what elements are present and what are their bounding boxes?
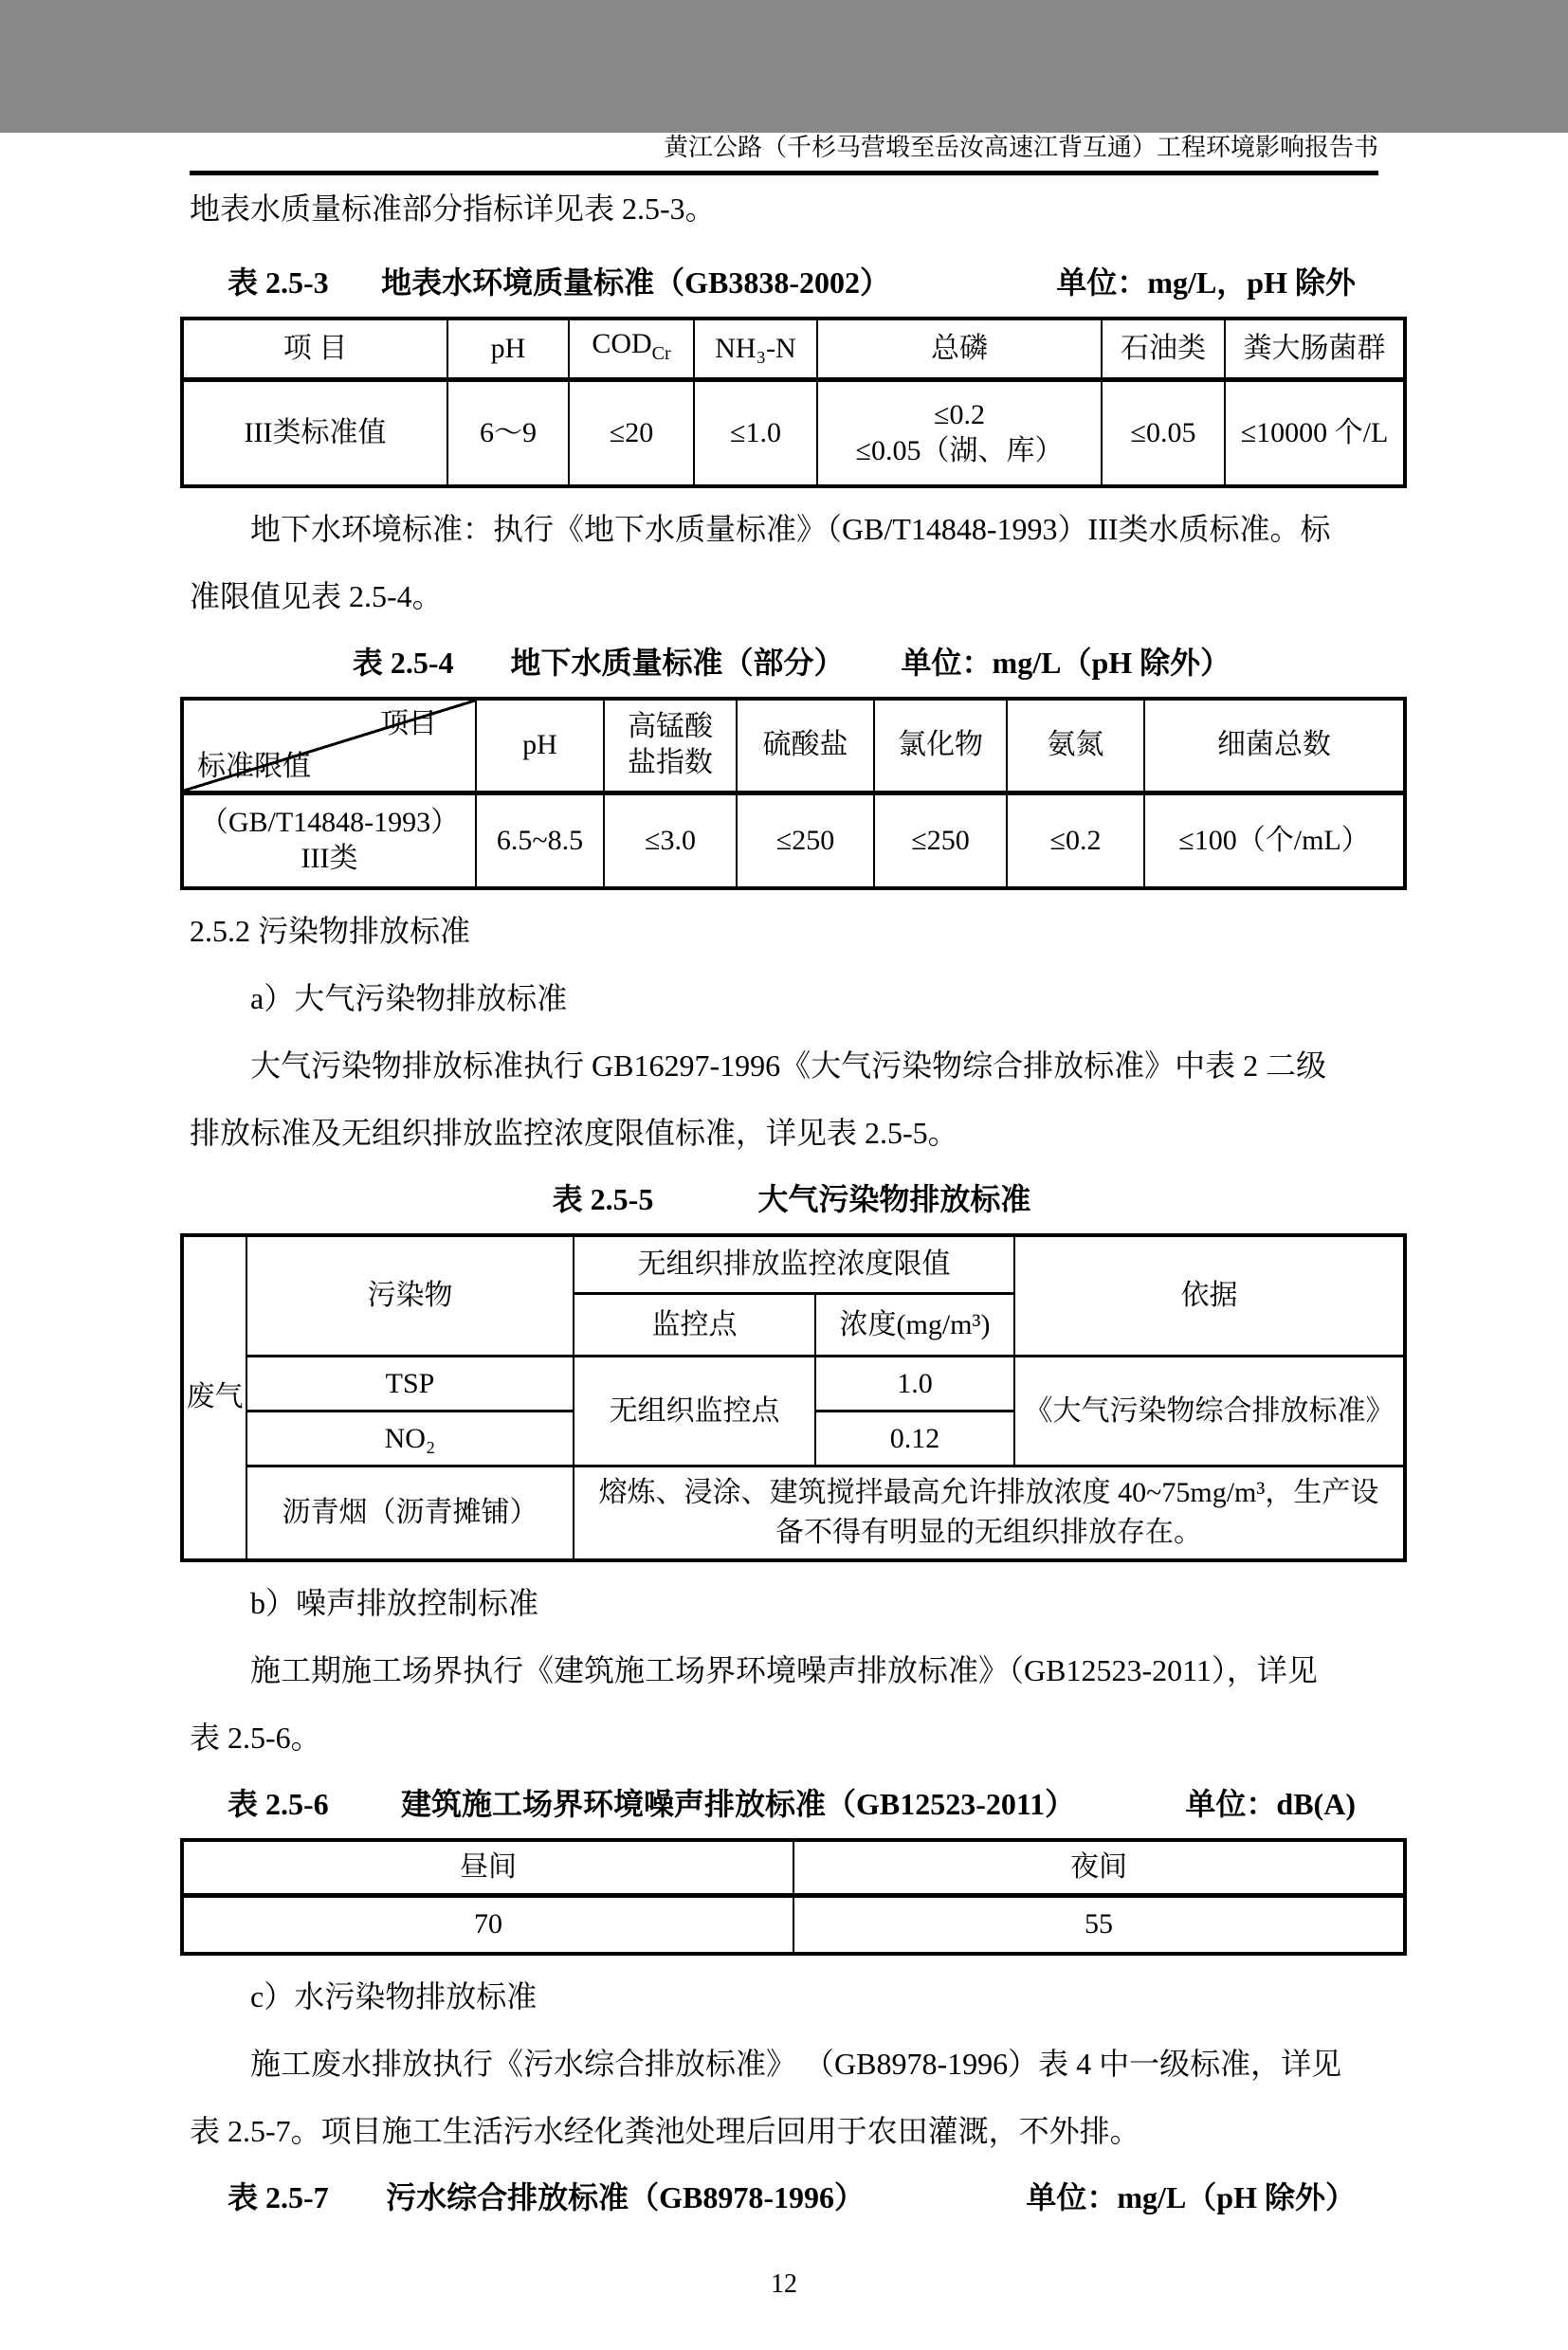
table-254-caption-unit: 单位：mg/L（pH 除外） [901, 645, 1231, 680]
col-item: 项 目 [182, 319, 447, 380]
cell-sulfate-value: ≤250 [737, 793, 874, 888]
col-cod [569, 319, 694, 380]
heading-c: c）水污染物排放标准 [250, 1979, 538, 2013]
table-255-caption-label: 表 2.5-5 [552, 1181, 654, 1216]
table-254-caption-title: 地下水质量标准（部分） [510, 645, 845, 680]
col-sulfate: 硫酸盐 [737, 699, 874, 793]
col-basis: 依据 [1014, 1235, 1405, 1357]
table-255-asphalt-row [182, 1466, 1405, 1561]
standard-name-line1: （GB/T14848-1993） [199, 806, 460, 838]
col-fugitive-limit: 无组织排放监控浓度限值 [574, 1235, 1014, 1294]
table-255-caption-title: 大气污染物排放标准 [757, 1181, 1031, 1216]
table-254-caption [228, 636, 1356, 689]
cell-tsp-conc: 1.0 [815, 1357, 1014, 1412]
standard-name-line2: III类 [301, 842, 358, 874]
cell-permanganate-value: ≤3.0 [604, 793, 737, 888]
table-256-data-row [182, 1895, 1405, 1954]
table-256-header-row [182, 1840, 1405, 1895]
cell-ph-value: 6～9 [447, 380, 569, 486]
corner-top-label: 项目 [380, 707, 437, 739]
heading-b: b）噪声排放控制标准 [250, 1586, 539, 1620]
table-257-caption-title: 污水综合排放标准（GB8978-1996） [386, 2180, 865, 2214]
paragraph-p5-line1: 施工废水排放执行《污水综合排放标准》 （GB8978-1996）表 4 中一级标准，详见 [250, 2047, 1342, 2081]
col-chloride: 氯化物 [874, 699, 1007, 793]
document-page [0, 133, 1568, 2350]
cell-daytime-value: 70 [182, 1895, 793, 1954]
cell-tsp: TSP [246, 1357, 574, 1412]
heading-252: 2.5.2 污染物排放标准 [190, 913, 471, 948]
col-daytime: 昼间 [182, 1840, 793, 1895]
table-255-caption [228, 1173, 1356, 1226]
tp-line1: ≤0.2 [934, 398, 985, 430]
table-255-header-row1 [182, 1235, 1405, 1294]
col-total-phosphorus: 总磷 [817, 319, 1102, 380]
col-petroleum: 石油类 [1102, 319, 1225, 380]
table-254-caption-label: 表 2.5-4 [352, 645, 454, 680]
cell-bacteria-value: ≤100（个/mL） [1144, 793, 1405, 888]
cell-no2-conc: 0.12 [815, 1412, 1014, 1466]
cell-basis-value: 《大气污染物综合排放标准》 [1014, 1357, 1405, 1466]
cell-nighttime-value: 55 [793, 1895, 1405, 1954]
table-254-groundwater [180, 697, 1407, 890]
tp-line2: ≤0.05（湖、库） [855, 434, 1064, 466]
corner-bottom-label: 标准限值 [197, 751, 311, 782]
paragraph-p3-line1: 大气污染物排放标准执行 GB16297-1996《大气污染物综合排放标准》中表 2 二级 [250, 1047, 1327, 1083]
cell-nh3-value: ≤1.0 [694, 380, 817, 486]
table-256-caption-label: 表 2.5-6 [228, 1787, 329, 1821]
table-254-data-row [182, 793, 1405, 888]
table-253-data-row [182, 380, 1405, 486]
table-256-caption [228, 1777, 1356, 1831]
table-256-caption-title: 建筑施工场界环境噪声排放标准（GB12523-2011） [400, 1787, 1076, 1821]
table-253-caption-unit: 单位：mg/L，pH 除外 [1056, 265, 1356, 300]
table-256-noise [180, 1838, 1407, 1956]
table-254-header-row [182, 699, 1405, 793]
paragraph-p3-line2: 排放标准及无组织排放监控浓度限值标准，详见表 2.5-5。 [190, 1115, 958, 1150]
table-253-header-row [182, 319, 1405, 380]
cell-no2: NO₂ [246, 1412, 574, 1466]
cell-fugitive-point: 无组织监控点 [574, 1357, 815, 1466]
col-nighttime: 夜间 [793, 1840, 1405, 1895]
col-monitoring-point: 监控点 [574, 1294, 815, 1357]
table-253-caption-label: 表 2.5-3 [228, 265, 329, 300]
cell-chloride-value: ≤250 [874, 793, 1007, 888]
page-content [0, 133, 1568, 2300]
col-total-bacteria: 细菌总数 [1144, 699, 1405, 793]
table-255-air-pollutant [180, 1233, 1407, 1563]
table-253-caption-title: 地表水环境质量标准（GB3838-2002） [381, 265, 890, 300]
col-permanganate-index [604, 699, 737, 793]
cell-ph-value: 6.5~8.5 [476, 793, 604, 888]
table-253-caption [228, 256, 1356, 309]
col-ph: pH [447, 319, 569, 380]
paragraph-p1: 地表水质量标准部分指标详见表 2.5-3。 [190, 191, 716, 226]
cell-tp-value [817, 380, 1102, 486]
paragraph-p2-line2: 准限值见表 2.5-4。 [190, 578, 443, 613]
paragraph-p4-line2: 表 2.5-6。 [190, 1721, 321, 1755]
table-257-caption [228, 2171, 1356, 2224]
cell-asphalt-limit: 熔炼、浸涂、建筑搅拌最高允许排放浓度 40~75mg/m³，生产设备不得有明显的无组织排放存在。 [574, 1466, 1405, 1561]
paragraph-p5-line2: 表 2.5-7。项目施工生活污水经化粪池处理后回用于农田灌溉，不外排。 [190, 2114, 1140, 2148]
col-pollutant: 污染物 [246, 1235, 574, 1357]
col-ammonia: 氨氮 [1007, 699, 1144, 793]
cod-subscript: Cr [651, 343, 671, 364]
cell-cod-value: ≤20 [569, 380, 694, 486]
col-nh3: NH₃-N [694, 319, 817, 380]
permanganate-label: 高锰酸盐指数 [628, 711, 713, 779]
cell-class3-label: III类标准值 [182, 380, 447, 486]
heading-a: a）大气污染物排放标准 [250, 980, 568, 1015]
col-ph: pH [476, 699, 604, 793]
cell-oil-value: ≤0.05 [1102, 380, 1225, 486]
table-257-caption-unit: 单位：mg/L（pH 除外） [1026, 2180, 1356, 2214]
cell-asphalt: 沥青烟（沥青摊铺） [246, 1466, 574, 1561]
cell-waste-gas: 废气 [182, 1235, 246, 1561]
cell-coliform-value: ≤10000 个/L [1225, 380, 1405, 486]
paragraph-p4-line1: 施工期施工场界执行《建筑施工场界环境噪声排放标准》（GB12523-2011），详见 [250, 1653, 1318, 1687]
page-number: 12 [771, 2269, 797, 2299]
col-fecal-coliform: 粪大肠菌群 [1225, 319, 1405, 380]
cell-standard-name [182, 793, 476, 888]
table-257-caption-label: 表 2.5-7 [228, 2180, 329, 2214]
cell-ammonia-value: ≤0.2 [1007, 793, 1144, 888]
corner-diagonal-cell [182, 699, 476, 793]
col-concentration: 浓度(mg/m³) [815, 1294, 1014, 1357]
table-255-tsp-row [182, 1357, 1405, 1412]
paragraph-p2-line1: 地下水环境标准：执行《地下水质量标准》（GB/T14848-1993）III类水质标准。标 [250, 511, 1331, 546]
running-header: 黄江公路（千杉马营塅至岳汝高速江背互通）工程环境影响报告书 [663, 134, 1378, 161]
cod-label: COD [592, 328, 652, 359]
table-256-caption-unit: 单位：dB(A) [1185, 1787, 1356, 1821]
table-253-surface-water [180, 317, 1407, 488]
